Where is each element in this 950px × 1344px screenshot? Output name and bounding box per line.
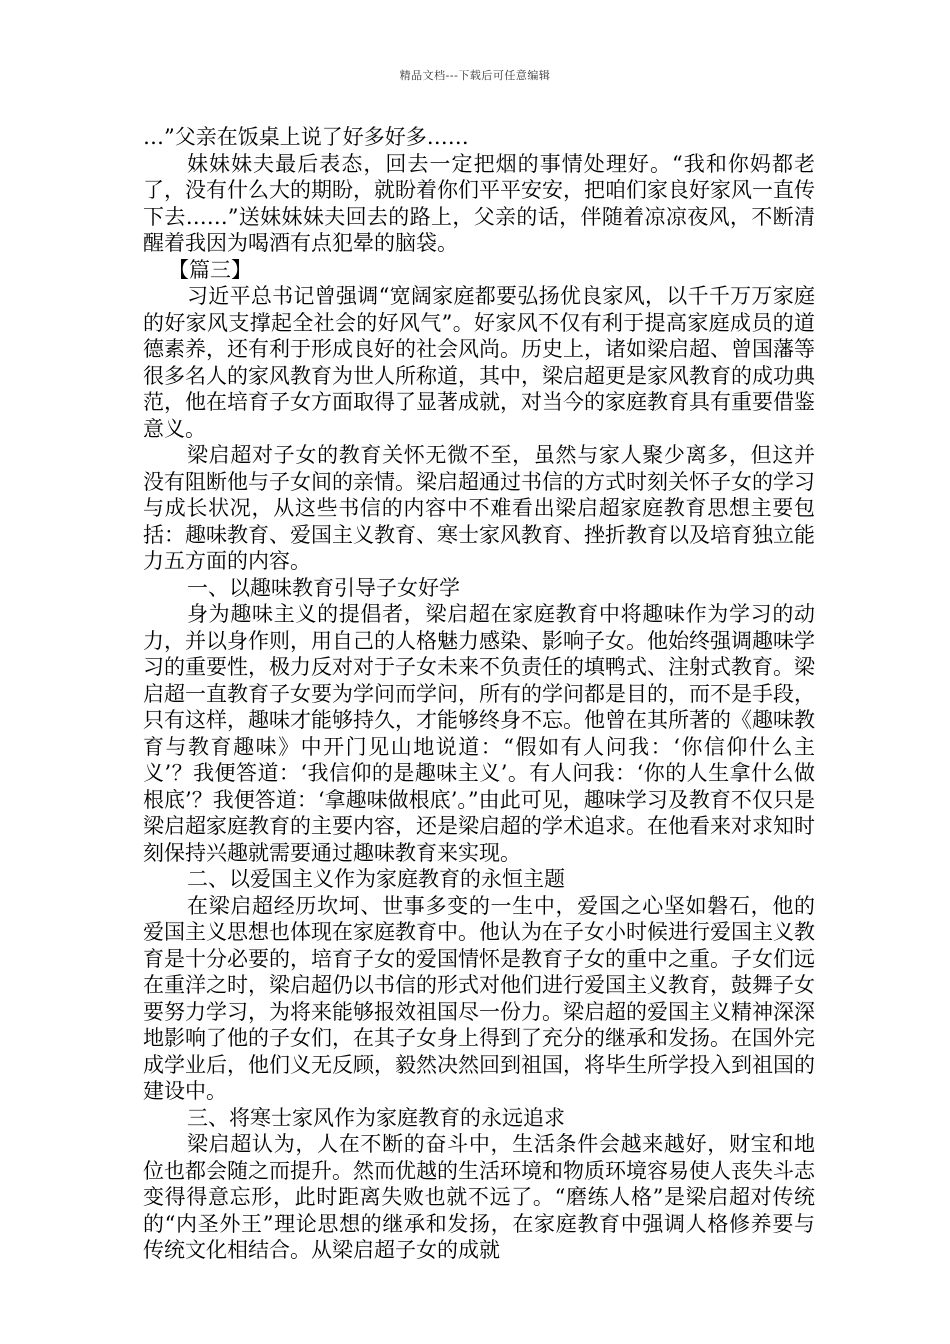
page-header: 精品文档---下载后可任意编辑 <box>399 69 551 82</box>
paragraph: 梁启超对子女的教育关怀无微不至，虽然与家人聚少离多，但这并没有阻断他与子女间的亲情。梁启超通过书信的方式时刻关怀子女的学习与成长状况，从这些书信的内容中不难看出梁启超家庭教育思想主要包括：趣味教育、爱国主义教育、寒士家风教育、挫折教育以及培育独立能力五方面的内容。 <box>143 443 815 573</box>
paragraph: 梁启超认为，人在不断的奋斗中，生活条件会越来越好，财宝和地位也都会随之而提升。然而优越的生活环境和物质环境容易使人丧失斗志变得得意忘形，此时距离失败也就不远了。“磨练人格”是梁启超对传统的“内圣外王”理论思想的继承和发扬，在家庭教育中强调人格修养要与传统文化相结合。从梁启超子女的成就 <box>143 1132 815 1262</box>
subheading: 三、将寒士家风作为家庭教育的永远追求 <box>187 1105 565 1130</box>
document-body <box>143 124 815 1264</box>
paragraph: 身为趣味主义的提倡者，梁启超在家庭教育中将趣味作为学习的动力，并以身作则，用自己的人格魅力感染、影响子女。他始终强调趣味学习的重要性，极力反对对于子女未来不负责任的填鸭式、注射式教育。梁启超一直教育子女要为学问而学问，所有的学问都是目的，而不是手段，只有这样，趣味才能够持久，才能够终身不忘。他曾在其所著的《趣味教育与教育趣味》中开门见山地说道：“假如有人问我：‘你信仰什么主义’？我便答道：‘我信仰的是趣味主义’。有人问我：‘你的人生拿什么做根底’？我便答道：‘拿趣味做根底’。”由此可见，趣味学习及教育不仅只是梁启超家庭教育的主要内容，还是梁启超的学术追求。在他看来对求知时刻保持兴趣就需要通过趣味教育来实现。 <box>143 602 815 865</box>
paragraph: 在梁启超经历坎坷、世事多变的一生中，爱国之心坚如磐石，他的爱国主义思想也体现在家庭教育中。他认为在子女小时候进行爱国主义教育是十分必要的，培育子女的爱国情怀是教育子女的重中之重。子女们远在重洋之时，梁启超仍以书信的形式对他们进行爱国主义教育，鼓舞子女要努力学习，为将来能够报效祖国尽一份力。梁启超的爱国主义精神深深地影响了他的子女们，在其子女身上得到了充分的继承和发扬。在国外完成学业后，他们义无反顾，毅然决然回到祖国，将毕生所学投入到祖国的建设中。 <box>143 893 815 1103</box>
paragraph-continuation: …”父亲在饭桌上说了好多好多…… <box>143 125 469 149</box>
section-title: 【篇三】 <box>168 257 252 282</box>
paragraph: 习近平总书记曾强调“宽阔家庭都要弘扬优良家风，以千千万万家庭的好家风支撑起全社会的好风气”。好家风不仅有利于提高家庭成员的道德素养，还有利于形成良好的社会风尚。历史上，诸如梁启超、曾国藩等很多名人的家风教育为世人所称道，其中，梁启超更是家风教育的成功典范，他在培育子女方面取得了显著成就，对当今的家庭教育具有重要借鉴意义。 <box>143 284 815 441</box>
paragraph: 妹妹妹夫最后表态，回去一定把烟的事情处理好。“我和你妈都老了，没有什么大的期盼，就盼着你们平平安安，把咱们家良好家风一直传下去……”送妹妹妹夫回去的路上，父亲的话，伴随着凉凉夜风，不断清醒着我因为喝酒有点犯晕的脑袋。 <box>143 151 815 255</box>
subheading: 一、以趣味教育引导子女好学 <box>187 575 460 600</box>
subheading: 二、以爱国主义作为家庭教育的永恒主题 <box>187 867 565 891</box>
